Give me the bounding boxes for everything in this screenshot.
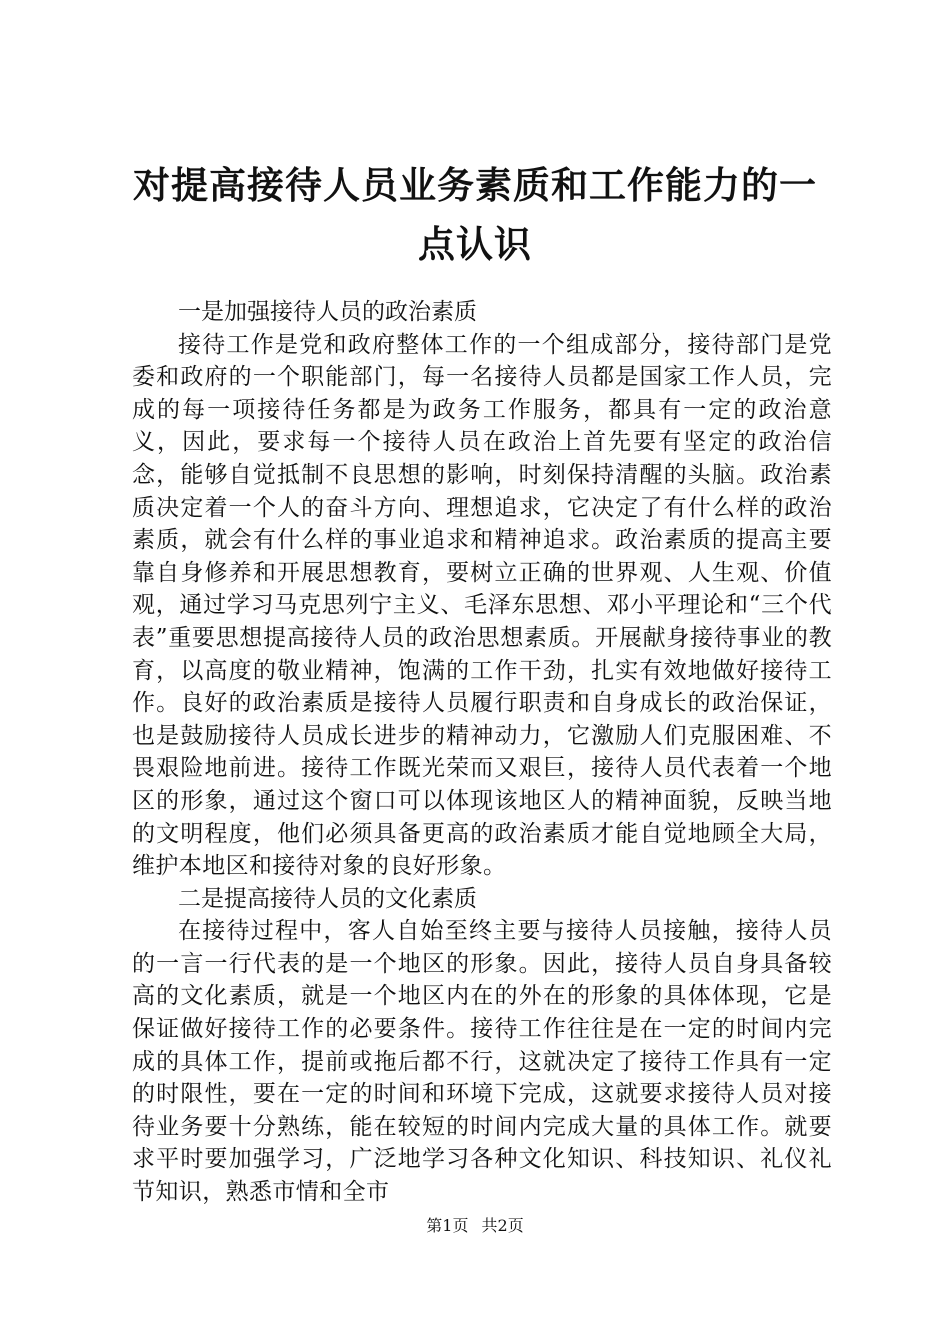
page-number: 第1页 [426,1216,469,1235]
page-footer [0,1216,950,1236]
page-total: 共2页 [481,1216,524,1235]
document-body [132,296,832,1209]
section-heading-cultural: 二是提高接待人员的文化素质 [178,885,477,912]
section-heading-political: 一是加强接待人员的政治素质 [178,299,477,325]
section-paragraph-cultural: 在接待过程中，客人自始至终主要与接待人员接触，接待人员的一言一行代表的是一个地区的形象。因此，接待人员自身具备较高的文化素质，就是一个地区内在的外在的形象的具体体现，它是保证做好接待工作的必要条件。接待工作往往是在一定的时间内完成的具体工作，提前或拖后都不行，这就决定了接待工作具有一定的时限性，要在一定的时间和环境下完成，这就要求接待人员对接待业务要十分熟练，能在较短的时间内完成大量的具体工作。就要求平时要加强学习，广泛地学习各种文化知识、科技知识、礼仪礼节知识，熟悉市情和全市 [132,918,832,1206]
document-title: 对提高接待人员业务素质和工作能力的一点认识 [133,163,817,266]
section-paragraph-political: 接待工作是党和政府整体工作的一个组成部分，接待部门是党委和政府的一个职能部门，每一名接待人员都是国家工作人员，完成的每一项接待任务都是为政务工作服务，都具有一定的政治意义，因此，要求每一个接待人员在政治上首先要有坚定的政治信念，能够自觉抵制不良思想的影响，时刻保持清醒的头脑。政治素质决定着一个人的奋斗方向、理想追求，它决定了有什么样的政治素质，就会有什么样的事业追求和精神追求。政治素质的提高主要靠自身修养和开展思想教育，要树立正确的世界观、人生观、价值观，通过学习马克思列宁主义、毛泽东思想、邓小平理论和“三个代表”重要思想提高接待人员的政治思想素质。开展献身接待事业的教育，以高度的敬业精神，饱满的工作干劲，扎实有效地做好接待工作。良好的政治素质是接待人员履行职责和自身成长的政治保证，也是鼓励接待人员成长进步的精神动力，它激励人们克服困难、不畏艰险地前进。接待工作既光荣而又艰巨，接待人员代表着一个地区的形象，通过这个窗口可以体现该地区人的精神面貌，反映当地的文明程度，他们必须具备更高的政治素质才能自觉地顾全大局，维护本地区和接待对象的良好形象。 [132,331,832,880]
